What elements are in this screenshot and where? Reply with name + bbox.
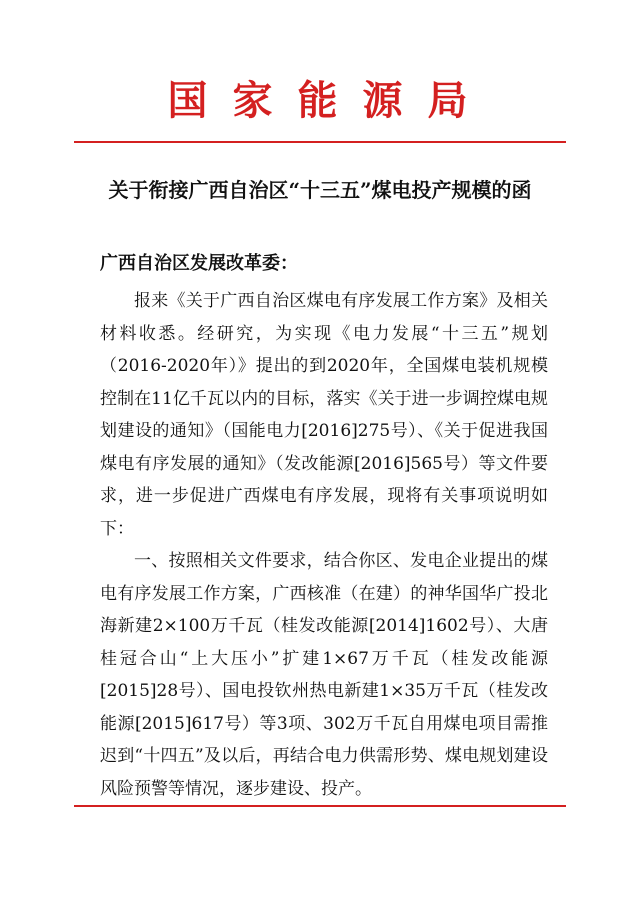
letterhead-title: 国家能源局 xyxy=(167,77,493,124)
letterhead-divider-top xyxy=(74,141,566,143)
document-body xyxy=(100,285,548,805)
footer-divider-bottom xyxy=(74,805,566,807)
recipient-line: 广西自治区发展改革委： xyxy=(100,253,298,274)
body-paragraph-item-1: 一、按照相关文件要求，结合你区、发电企业提出的煤电有序发展工作方案，广西核准（在建）的神华国华广投北海新建2×100万千瓦（桂发改能源[2014]1602号）、大唐桂冠合山“上大压小”扩建1×67万千瓦（桂发改能源[2015]28号）、国电投钦州热电新建1×35万千瓦（桂发改能源[2015]617号）等3项、302万千瓦自用煤电项目需推迟到“十四五”及以后，再结合电力供需形势、煤电规划建设风险预警等情况，逐步建设、投产。 xyxy=(100,551,548,799)
body-paragraph-intro: 报来《关于广西自治区煤电有序发展工作方案》及相关材料收悉。经研究，为实现《电力发展“十三五”规划（2016-2020年）》提出的到2020年，全国煤电装机规模控制在11亿千瓦以内的目标，落实《关于进一步调控煤电规划建设的通知》（国能电力[2016]275号）、《关于促进我国煤电有序发展的通知》（发改能源[2016]565号）等文件要求，进一步促进广西煤电有序发展，现将有关事项说明如下： xyxy=(100,291,548,539)
document-title: 关于衔接广西自治区“十三五”煤电投产规模的函 xyxy=(108,178,532,202)
